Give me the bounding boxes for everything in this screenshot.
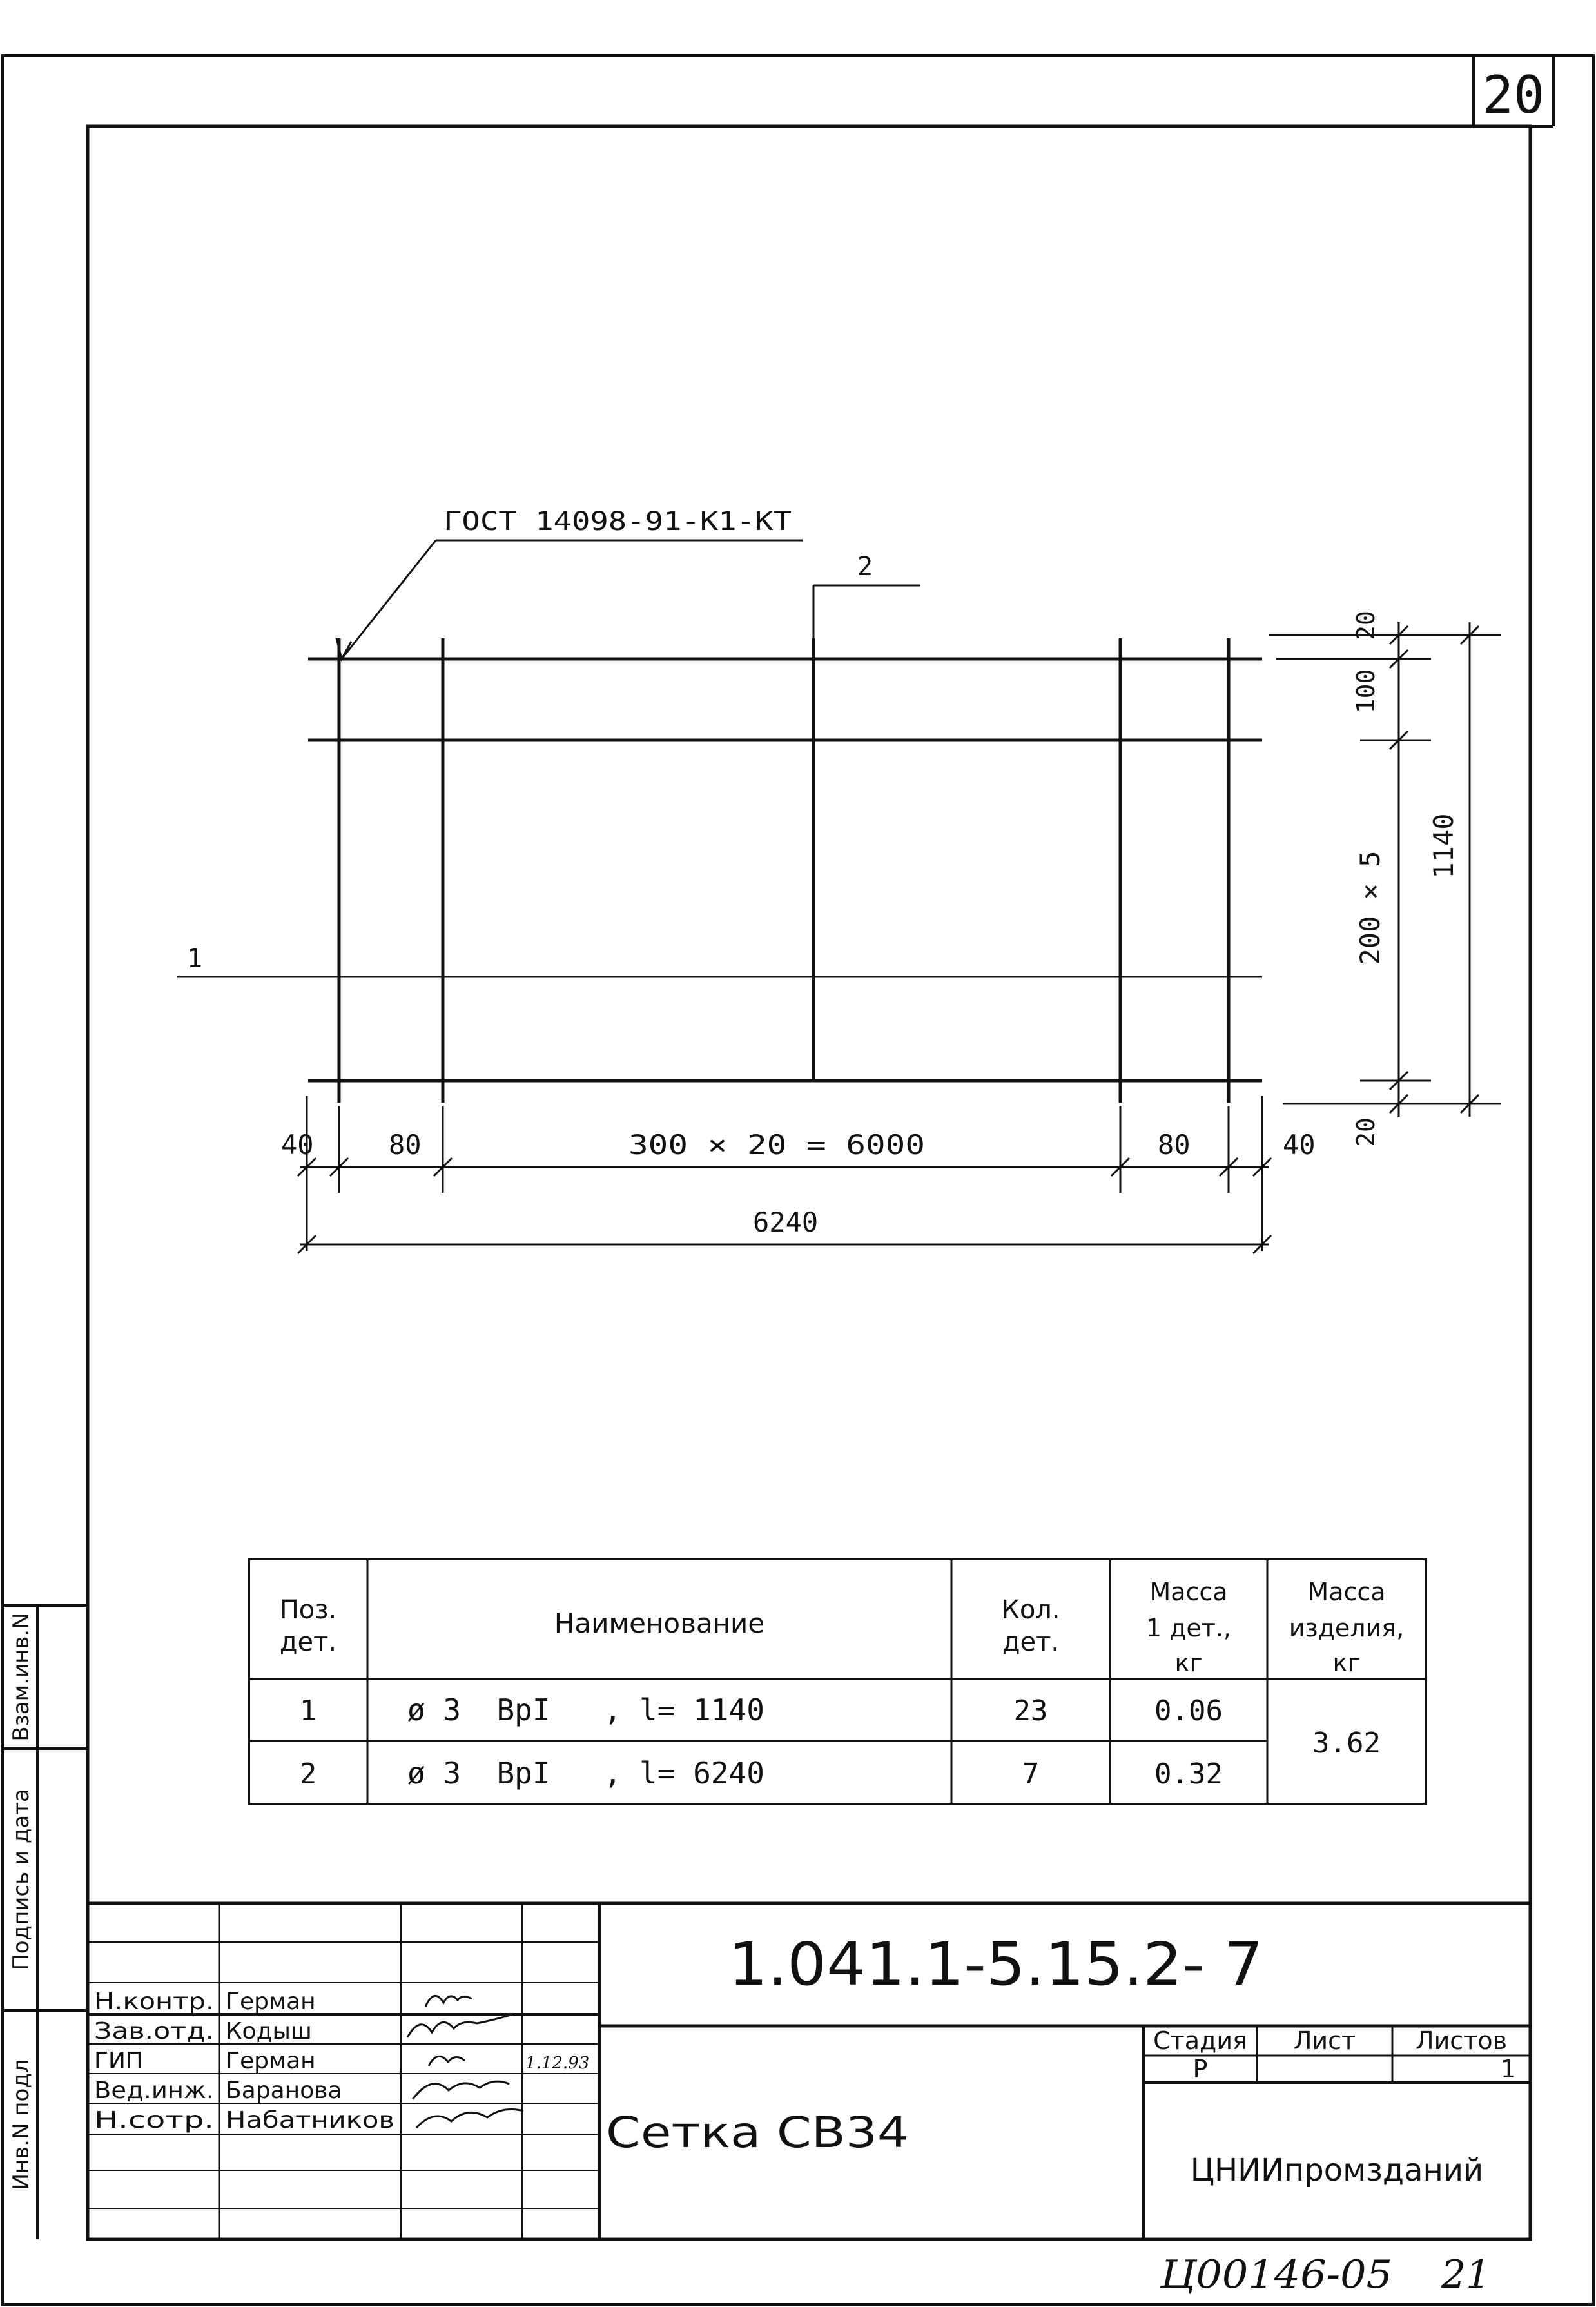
row-2-mass: 0.32 (1154, 1758, 1223, 1791)
row-2-pos: 2 (299, 1758, 317, 1791)
signature-2 (407, 2014, 513, 2037)
total-mass: 3.62 (1312, 1727, 1381, 1760)
role-5: Н.сотр. (94, 2107, 214, 2134)
product-name: Сетка СВ34 (606, 2108, 909, 2157)
row-2-name: ø 3 ВрI , l= 6240 (407, 1756, 764, 1791)
sheet-header: Лист (1293, 2027, 1356, 2055)
name-4: Баранова (226, 2077, 342, 2104)
header-pos-line2: дет. (279, 1627, 337, 1657)
row-1-pos: 1 (299, 1694, 317, 1727)
header-qty-line2: дет. (1002, 1627, 1060, 1657)
signature-5 (416, 2110, 523, 2128)
sheets-value: 1 (1500, 2055, 1517, 2083)
bottom-number: Ц00146-05 (1159, 2252, 1392, 2297)
row-1-name: ø 3 ВрI , l= 1140 (407, 1693, 764, 1727)
header-pos-line1: Поз. (279, 1595, 337, 1625)
name-1: Герман (226, 1988, 316, 2015)
dim-left-edge: 40 (281, 1129, 314, 1161)
leaders (177, 540, 920, 977)
dim-top-space: 100 (1352, 669, 1380, 714)
sheets-header: Листов (1416, 2027, 1507, 2055)
document-designation: 1.041.1-5.15.2- 7 (728, 1930, 1263, 1999)
stage-header: Стадия (1153, 2027, 1247, 2055)
side-replace-inv: Взам.инв.N (8, 1613, 34, 1742)
table-row (300, 1693, 1223, 1727)
dim-top-edge: 20 (1352, 611, 1380, 640)
header-name: Наименование (554, 1607, 765, 1639)
dim-left-space: 80 (389, 1129, 422, 1161)
organization: ЦНИИпромзданий (1190, 2152, 1484, 2188)
dim-overall-width: 1140 (1428, 813, 1459, 879)
header-mass-unit-line3: кг (1174, 1649, 1203, 1677)
role-3: ГИП (94, 2048, 143, 2074)
signature-3 (429, 2056, 465, 2066)
signature-1 (425, 1996, 472, 2007)
row-1-mass: 0.06 (1154, 1694, 1223, 1727)
dim-bottom-edge: 20 (1352, 1117, 1380, 1147)
mesh-drawing (308, 638, 1262, 1103)
header-mass-total-line3: кг (1332, 1649, 1361, 1677)
table-row (300, 1756, 1223, 1791)
name-5: Набатников (226, 2107, 394, 2134)
signature-scribbles (407, 1996, 523, 2128)
role-1: Н.контр. (94, 1988, 214, 2015)
signature-4 (413, 2081, 509, 2099)
row-1-qty: 23 (1013, 1694, 1048, 1727)
name-3: Герман (226, 2048, 316, 2074)
row-2-qty: 7 (1022, 1758, 1040, 1791)
role-4: Вед.инж. (94, 2077, 214, 2104)
role-2: Зав.отд. (94, 2018, 214, 2045)
header-mass-unit-line2: 1 дет., (1145, 1614, 1232, 1642)
position-2-label: 2 (857, 552, 873, 582)
dim-overall-length: 6240 (753, 1206, 819, 1238)
dim-right-space: 80 (1158, 1129, 1191, 1161)
side-sign-date: Подпись и дата (8, 1789, 34, 1970)
dim-middle-vertical: 200 × 5 (1354, 850, 1386, 965)
page-number: 20 (1482, 65, 1545, 125)
approval-date: 1.12.93 (525, 2054, 590, 2073)
header-mass-total-line1: Масса (1307, 1578, 1386, 1606)
side-inv-no-orig: Инв.N подл (8, 2059, 34, 2190)
header-qty-line1: Кол. (1001, 1595, 1060, 1625)
bottom-page: 21 (1441, 2252, 1491, 2297)
dim-middle: 300 × 20 = 6000 (628, 1129, 925, 1161)
header-mass-total-line2: изделия, (1289, 1614, 1405, 1642)
name-2: Кодыш (226, 2018, 312, 2045)
position-1-label: 1 (187, 944, 203, 974)
dim-right-edge: 40 (1283, 1129, 1316, 1161)
stage-value: Р (1192, 2055, 1208, 2083)
header-mass-unit-line1: Масса (1149, 1578, 1228, 1606)
gost-callout: ГОСТ 14098-91-К1-КТ (443, 507, 792, 536)
